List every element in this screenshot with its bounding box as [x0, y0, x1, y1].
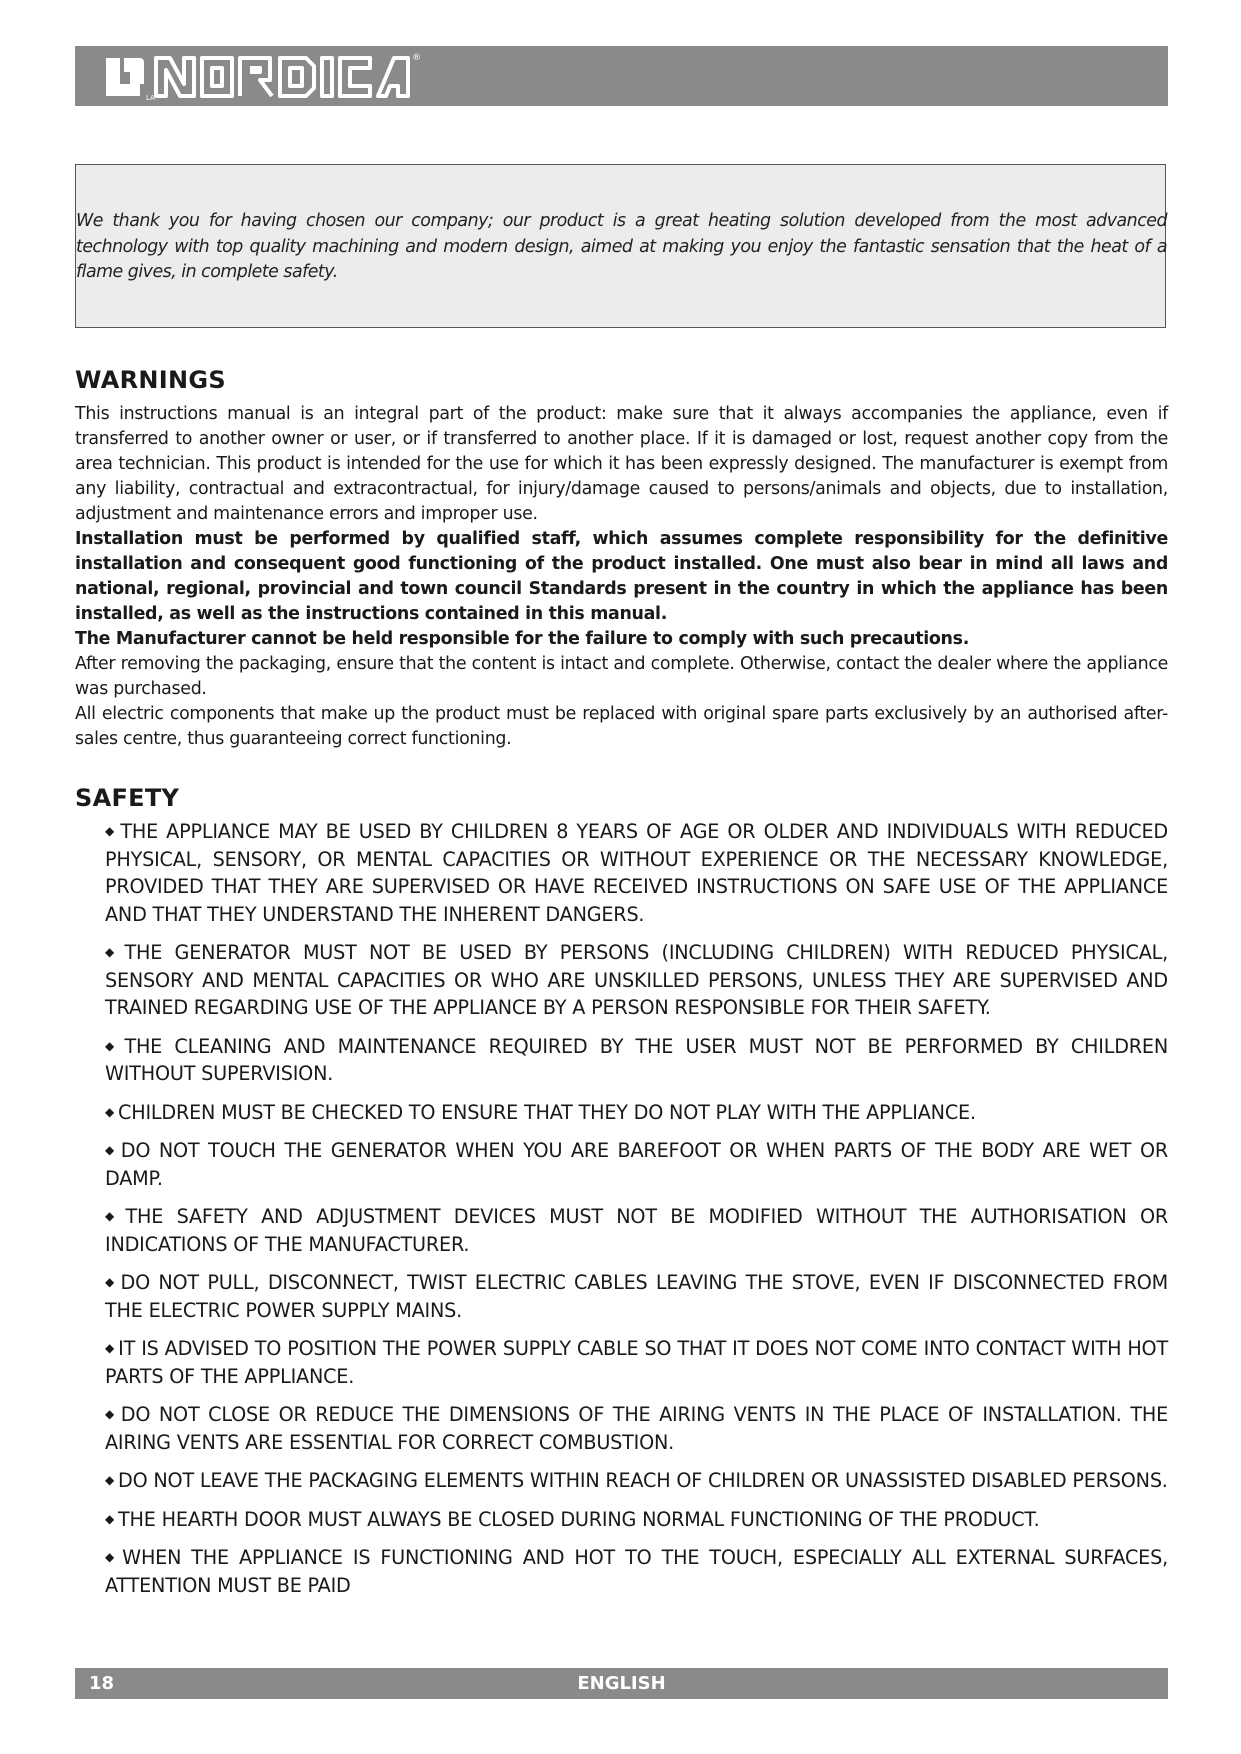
safety-item: [105, 1099, 1168, 1127]
footer-language: ENGLISH: [577, 1673, 666, 1694]
diamond-bullet-icon: ◆: [105, 1511, 115, 1526]
warnings-paragraph: This instructions manual is an integral part of the product: make sure that it always accompanies the appliance, even if transferred to another owner or user, or if transferred to another place. If it is damaged or lost, request another copy from the area technician. This product is intended for the use for which it has been expressly designed. The manufacturer is exempt from any liability, contractual and extracontractual, for injury/damage caused to persons/animals and objects, due to installation, adjustment and maintenance errors and improper use.: [75, 404, 1168, 524]
warnings-components-paragraph: All electric components that make up the product must be replaced with original spare parts exclusively by an authorised after-sales centre, thus guaranteeing correct functioning.: [75, 704, 1168, 749]
safety-item-text: DO NOT PULL, DISCONNECT, TWIST ELECTRIC CABLES LEAVING THE STOVE, EVEN IF DISCONNECTED FROM THE ELECTRIC POWER SUPPLY MAINS.: [105, 1271, 1168, 1322]
safety-item: [105, 1335, 1168, 1390]
safety-item: [105, 939, 1168, 1022]
safety-item: [105, 1467, 1168, 1495]
safety-item-text: THE HEARTH DOOR MUST ALWAYS BE CLOSED DURING NORMAL FUNCTIONING OF THE PRODUCT.: [118, 1507, 1040, 1531]
safety-item: [105, 1203, 1168, 1258]
safety-item-text: DO NOT LEAVE THE PACKAGING ELEMENTS WITHIN REACH OF CHILDREN OR UNASSISTED DISABLED PERSONS.: [118, 1469, 1168, 1492]
diamond-bullet-icon: ◆: [105, 1341, 115, 1355]
warnings-manufacturer-paragraph: The Manufacturer cannot be held responsible for the failure to comply with such precautions.: [75, 629, 969, 649]
diamond-bullet-icon: ◆: [105, 1407, 117, 1421]
registered-mark: ®: [412, 53, 421, 63]
diamond-bullet-icon: ◆: [105, 1104, 115, 1119]
safety-item: [105, 1544, 1168, 1599]
safety-item: [105, 1137, 1168, 1192]
safety-item-text: THE SAFETY AND ADJUSTMENT DEVICES MUST NOT BE MODIFIED WITHOUT THE AUTHORISATION OR INDICATIONS OF THE MANUFACTURER.: [105, 1205, 1168, 1256]
safety-item-text: DO NOT CLOSE OR REDUCE THE DIMENSIONS OF THE AIRING VENTS IN THE PLACE OF INSTALLATION. THE AIRING VENTS ARE ESSENTIAL FOR CORRECT COMBUSTION.: [105, 1403, 1168, 1454]
diamond-bullet-icon: ◆: [105, 1550, 119, 1564]
warnings-packaging-paragraph: After removing the packaging, ensure that the content is intact and complete. Otherwise, contact the dealer where the appliance was purchased.: [75, 654, 1168, 699]
safety-item-text: IT IS ADVISED TO POSITION THE POWER SUPPLY CABLE SO THAT IT DOES NOT COME INTO CONTACT WITH HOT PARTS OF THE APPLIANCE.: [105, 1337, 1168, 1388]
diamond-bullet-icon: ◆: [105, 1143, 117, 1157]
nordica-logo-icon: [100, 50, 420, 102]
brand-logo: [100, 50, 420, 102]
diamond-bullet-icon: ◆: [105, 1473, 115, 1487]
warnings-installation-paragraph: Installation must be performed by qualified staff, which assumes complete responsibility for the definitive installation and consequent good functioning of the product installed. One must also bear in mind all laws and national, regional, provincial and town council Standards present in the country in which the appliance has been installed, as well as the instructions contained in this manual.: [75, 529, 1168, 624]
safety-item: [105, 1269, 1168, 1324]
diamond-bullet-icon: ◆: [105, 1275, 117, 1289]
safety-item-text: CHILDREN MUST BE CHECKED TO ENSURE THAT THEY DO NOT PLAY WITH THE APPLIANCE.: [118, 1100, 976, 1124]
safety-list: [105, 818, 1168, 1610]
safety-item-text: WHEN THE APPLIANCE IS FUNCTIONING AND HOT TO THE TOUCH, ESPECIALLY ALL EXTERNAL SURFACES, ATTENTION MUST BE PAID: [105, 1546, 1168, 1597]
diamond-bullet-icon: ◆: [105, 1209, 122, 1223]
safety-item: [105, 1401, 1168, 1456]
intro-box: [75, 164, 1166, 328]
safety-item: [105, 1506, 1168, 1534]
intro-text: We thank you for having chosen our company; our product is a great heating solution developed from the most advanced technology with top quality machining and modern design, aimed at making you enjoy the fantastic sensation that the heat of a flame gives, in complete safety.: [76, 211, 1167, 282]
warnings-title: WARNINGS: [75, 366, 226, 394]
diamond-bullet-icon: ◆: [105, 945, 121, 959]
warnings-body: [75, 402, 1168, 752]
diamond-bullet-icon: ◆: [105, 1038, 121, 1053]
safety-item-text: THE CLEANING AND MAINTENANCE REQUIRED BY THE USER MUST NOT BE PERFORMED BY CHILDREN WITHOUT SUPERVISION.: [105, 1034, 1169, 1085]
safety-title: SAFETY: [75, 784, 180, 812]
page-number: 18: [89, 1673, 115, 1694]
logo-prefix: LA: [146, 94, 155, 102]
footer-bar: [75, 1668, 1168, 1699]
diamond-bullet-icon: ◆: [105, 824, 117, 838]
safety-item-text: THE APPLIANCE MAY BE USED BY CHILDREN 8 YEARS OF AGE OR OLDER AND INDIVIDUALS WITH REDUCED PHYSICAL, SENSORY, OR MENTAL CAPACITIES OR WITHOUT EXPERIENCE OR THE NECESSARY KNOWLEDGE, PROVIDED THAT THEY ARE SUPERVISED OR HAVE RECEIVED INSTRUCTIONS ON SAFE USE OF THE APPLIANCE AND THAT THEY UNDERSTAND THE INHERENT DANGERS.: [105, 820, 1168, 926]
safety-item: [105, 1033, 1168, 1088]
safety-item: [105, 818, 1168, 928]
safety-item-text: DO NOT TOUCH THE GENERATOR WHEN YOU ARE BAREFOOT OR WHEN PARTS OF THE BODY ARE WET OR DAMP.: [105, 1139, 1168, 1190]
safety-item-text: THE GENERATOR MUST NOT BE USED BY PERSONS (INCLUDING CHILDREN) WITH REDUCED PHYSICAL, SENSORY AND MENTAL CAPACITIES OR WHO ARE UNSKILLED PERSONS, UNLESS THEY ARE SUPERVISED AND TRAINED REGARDING USE OF THE APPLIANCE BY A PERSON RESPONSIBLE FOR THEIR SAFETY.: [105, 941, 1169, 1019]
